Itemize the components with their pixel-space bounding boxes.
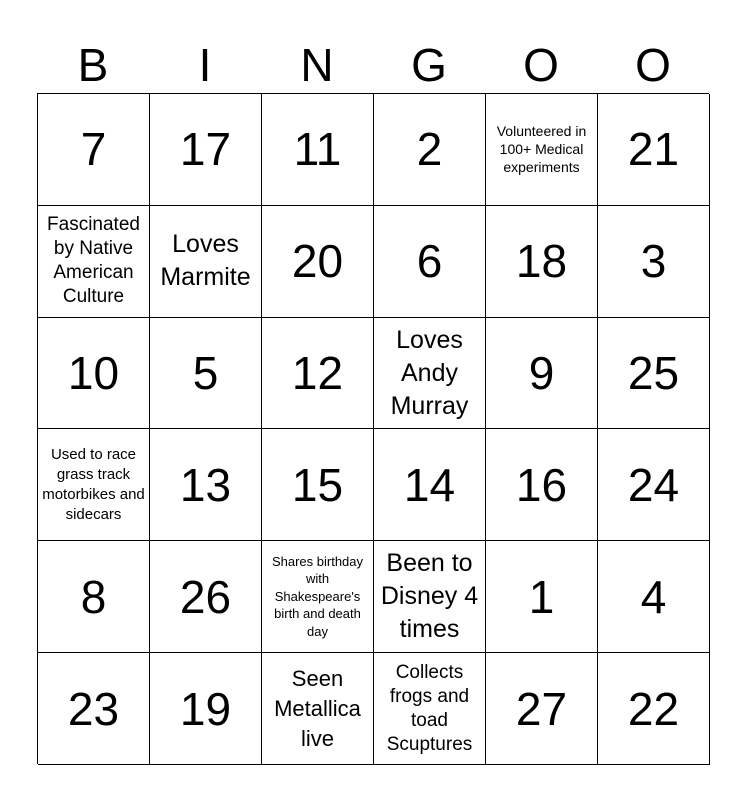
header-letter-g: G [411, 39, 447, 91]
header-letter-o-2: O [635, 39, 671, 91]
bingo-cell[interactable]: 4 [598, 541, 710, 653]
bingo-board [37, 93, 709, 764]
bingo-cell[interactable]: Been to Disney 4 times [374, 541, 486, 653]
bingo-cell[interactable]: 18 [486, 206, 598, 318]
bingo-header [37, 40, 709, 90]
header-letter-i: I [198, 39, 212, 91]
bingo-cell[interactable]: 7 [38, 94, 150, 206]
bingo-cell[interactable]: 9 [486, 318, 598, 430]
bingo-cell[interactable]: Fascinated by Native American Culture [38, 206, 150, 318]
bingo-cell[interactable]: 1 [486, 541, 598, 653]
bingo-cell[interactable]: Used to race grass track motorbikes and sidecars [38, 429, 150, 541]
bingo-cell[interactable]: 21 [598, 94, 710, 206]
bingo-cell[interactable]: 25 [598, 318, 710, 430]
header-letter-b: B [77, 39, 109, 91]
bingo-cell[interactable]: Loves Andy Murray [374, 318, 486, 430]
header-letter-n: N [300, 39, 334, 91]
bingo-cell[interactable]: 16 [486, 429, 598, 541]
bingo-cell[interactable]: 24 [598, 429, 710, 541]
bingo-cell[interactable]: 14 [374, 429, 486, 541]
bingo-cell[interactable]: Collects frogs and toad Scuptures [374, 653, 486, 765]
bingo-cell[interactable]: 13 [150, 429, 262, 541]
bingo-cell[interactable]: 6 [374, 206, 486, 318]
bingo-cell[interactable]: 22 [598, 653, 710, 765]
bingo-cell[interactable]: 3 [598, 206, 710, 318]
bingo-cell[interactable]: 23 [38, 653, 150, 765]
bingo-cell[interactable]: Volunteered in 100+ Medical experiments [486, 94, 598, 206]
bingo-cell[interactable]: 20 [262, 206, 374, 318]
header-letter-o: O [523, 39, 559, 91]
bingo-cell[interactable]: 27 [486, 653, 598, 765]
bingo-cell[interactable]: 26 [150, 541, 262, 653]
bingo-cell[interactable]: 10 [38, 318, 150, 430]
bingo-cell[interactable]: 15 [262, 429, 374, 541]
bingo-cell[interactable]: 12 [262, 318, 374, 430]
bingo-cell[interactable]: 2 [374, 94, 486, 206]
bingo-cell[interactable]: 19 [150, 653, 262, 765]
bingo-cell[interactable]: Seen Metallica live [262, 653, 374, 765]
bingo-cell[interactable]: Shares birthday with Shakespeare's birth and death day [262, 541, 374, 653]
bingo-cell[interactable]: 11 [262, 94, 374, 206]
bingo-cell[interactable]: Loves Marmite [150, 206, 262, 318]
bingo-cell[interactable]: 5 [150, 318, 262, 430]
bingo-cell[interactable]: 8 [38, 541, 150, 653]
bingo-cell[interactable]: 17 [150, 94, 262, 206]
